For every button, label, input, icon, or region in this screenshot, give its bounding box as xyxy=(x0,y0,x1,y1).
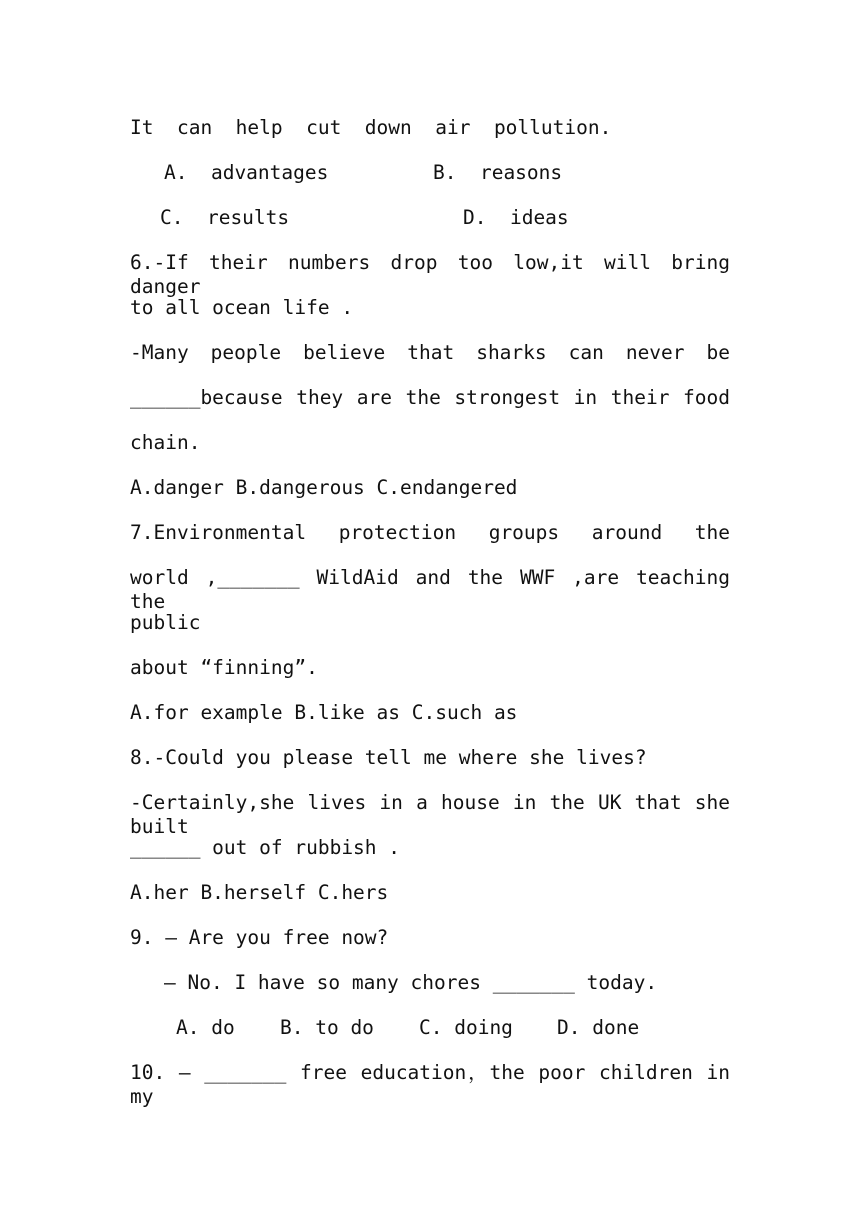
q6-text-line-5: chain. xyxy=(130,431,201,454)
q5-option-d: D. ideas xyxy=(463,206,569,229)
q6-options: A.danger B.dangerous C.endangered xyxy=(130,476,518,499)
q7-text-line-2: world ,_______ WildAid and the WWF ,are teaching the xyxy=(130,566,730,613)
q9-option-d: D. done xyxy=(557,1016,640,1039)
q7-text-line-3: public xyxy=(130,611,201,634)
q6-text-line-4: ______because they are the strongest in their food xyxy=(130,386,730,409)
q5-option-a: A. advantages xyxy=(164,161,329,184)
q9-option-c: C. doing xyxy=(419,1016,513,1039)
q10-text-line-1: 10. — _______ free education，the poor children in my xyxy=(130,1061,730,1108)
q9-text-line-1: 9. — Are you free now? xyxy=(130,926,389,949)
q8-text-line-2: -Certainly,she lives in a house in the UK that she built xyxy=(130,791,730,838)
q6-text-line-2: to all ocean life . xyxy=(130,296,354,319)
q9-option-b: B. to do xyxy=(280,1016,374,1039)
q7-options: A.for example B.like as C.such as xyxy=(130,701,518,724)
q7-text-line-1: 7.Environmental protection groups around the xyxy=(130,521,730,544)
q8-text-line-1: 8.-Could you please tell me where she lives? xyxy=(130,746,647,769)
q8-text-line-3: ______ out of rubbish . xyxy=(130,836,401,859)
q6-text-line-1: 6.-If their numbers drop too low,it will bring danger xyxy=(130,251,730,298)
q6-text-line-3: -Many people believe that sharks can never be xyxy=(130,341,730,364)
q7-text-line-4: about “finning”. xyxy=(130,656,318,679)
q9-option-a: A. do xyxy=(176,1016,235,1039)
q5-text-line: It can help cut down air pollution. xyxy=(130,116,612,139)
q5-option-c: C. results xyxy=(160,206,290,229)
q5-option-b: B. reasons xyxy=(433,161,563,184)
q9-text-line-2: — No. I have so many chores _______ today. xyxy=(164,971,658,994)
q8-options: A.her B.herself C.hers xyxy=(130,881,389,904)
